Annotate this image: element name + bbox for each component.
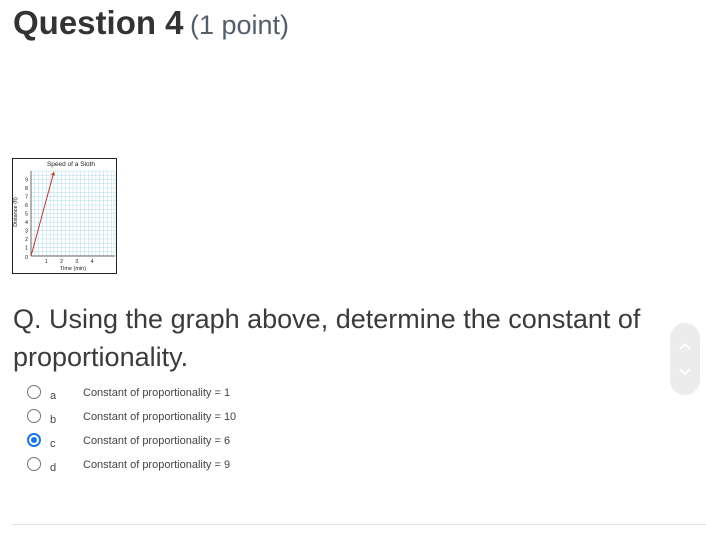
option-c-text: Constant of proportionality = 6: [83, 435, 231, 447]
scroll-widget[interactable]: [670, 323, 700, 395]
origin-label: 0: [24, 255, 28, 261]
y-tick-label: 8: [24, 186, 28, 192]
y-tick-label: 1: [24, 245, 28, 252]
chevron-down-icon: [679, 368, 691, 376]
option-a-letter: a: [50, 390, 57, 402]
chevron-up-icon: [679, 342, 691, 350]
option-c[interactable]: [27, 432, 327, 454]
question-text: Q. Using the graph above, determine the constant of proportionality.: [13, 304, 641, 372]
option-d[interactable]: [27, 456, 327, 478]
chart-y-axis-label: Distance (ft): [13, 197, 19, 227]
option-b-text: Constant of proportionality = 10: [83, 411, 237, 423]
scroll-down-button[interactable]: [670, 357, 700, 387]
question-header: [13, 4, 289, 42]
x-tick-label: 2: [60, 259, 64, 265]
option-a-radio[interactable]: [27, 385, 41, 399]
chart-title: Speed of a Sloth: [46, 161, 96, 168]
x-tick-label: 4: [90, 259, 94, 265]
question-title: Question 4: [13, 4, 184, 41]
y-tick-label: 6: [24, 203, 28, 209]
x-tick-label: 1: [44, 259, 48, 265]
speed-chart: [13, 159, 116, 273]
chart-x-axis-label: Time (min): [59, 266, 87, 272]
option-a-text: Constant of proportionality = 1: [83, 387, 231, 399]
y-tick-label: 4: [24, 220, 28, 226]
option-c-radio[interactable]: [27, 433, 41, 447]
option-d-text: Constant of proportionality = 9: [83, 459, 231, 471]
y-tick-label: 3: [24, 228, 28, 235]
option-b[interactable]: [27, 408, 327, 430]
option-d-radio[interactable]: [27, 457, 41, 471]
divider: [12, 524, 706, 525]
y-tick-label: 7: [24, 194, 28, 201]
option-b-radio[interactable]: [27, 409, 41, 423]
x-tick-label: 3: [75, 259, 79, 265]
option-c-letter: c: [50, 438, 56, 450]
graph-image: [12, 158, 117, 274]
option-d-letter: d: [50, 462, 57, 474]
option-a[interactable]: [27, 384, 327, 406]
y-tick-label: 9: [24, 177, 28, 184]
chart-grid: [31, 171, 115, 256]
y-tick-label: 5: [24, 211, 28, 218]
y-tick-label: 2: [24, 237, 28, 243]
option-b-letter: b: [50, 414, 57, 426]
question-points: (1 point): [189, 10, 290, 40]
